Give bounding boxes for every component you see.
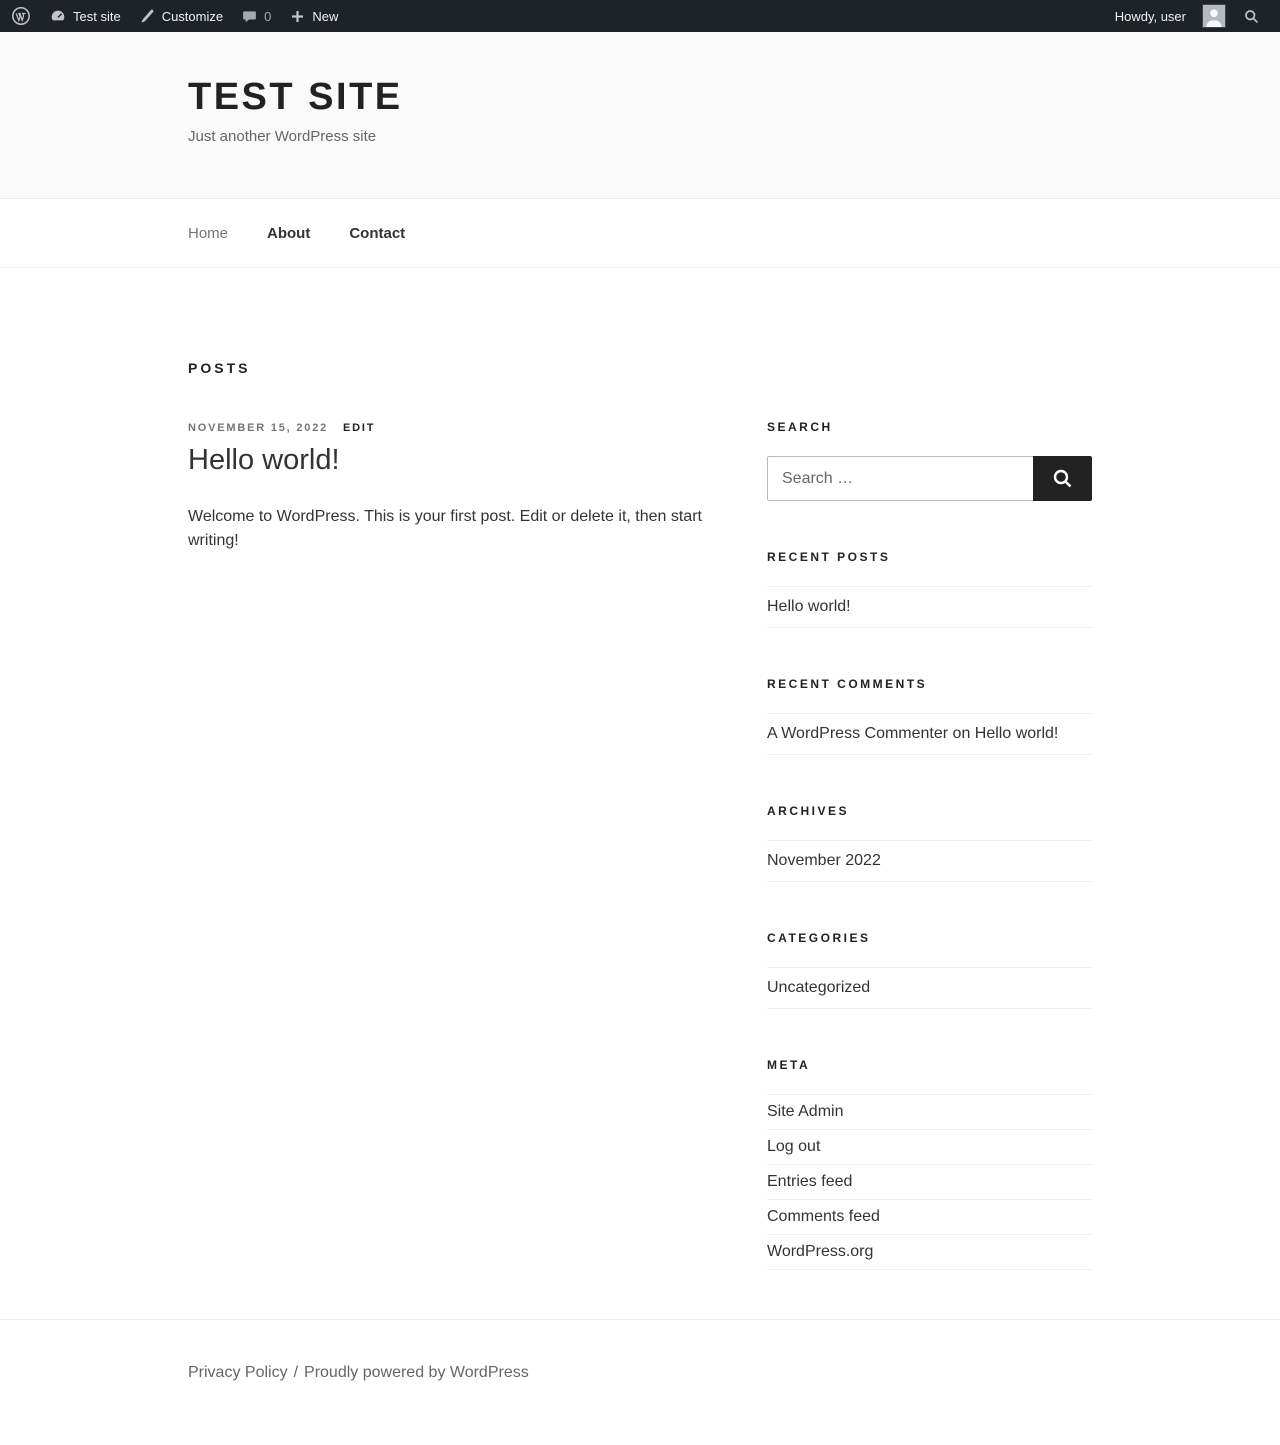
admin-bar-right [1106,0,1268,32]
list-item[interactable] [767,840,1092,882]
archives-widget [767,804,1092,882]
comment-bubble-icon [241,8,258,25]
search-input[interactable] [767,456,1033,501]
wordpress-org-link[interactable]: WordPress.org [767,1243,874,1260]
search-widget-title: SEARCH [767,420,833,434]
categories-widget [767,931,1092,1009]
customize-label: Customize [161,8,224,24]
post-title-link[interactable]: Hello world! [188,444,340,476]
list-item[interactable] [767,967,1092,1009]
posts-column [188,360,722,553]
recent-posts-widget [767,550,1092,628]
comment-connector: on [948,725,975,742]
main-navigation [0,198,1280,268]
post-edit-link[interactable]: EDIT [343,422,376,434]
footer-separator: / [293,1364,299,1381]
comments-feed-link[interactable]: Comments feed [767,1208,880,1225]
list-item [767,713,1092,755]
plus-icon [289,8,306,25]
posts-section-title: POSTS [188,360,251,376]
post-body: Welcome to WordPress. This is your first post. Edit or delete it, then start writing! [188,507,702,549]
nav-item-contact[interactable]: Contact [349,224,406,242]
meta-widget [767,1058,1092,1270]
account-menu-item[interactable] [1106,0,1235,32]
entries-feed-link[interactable]: Entries feed [767,1173,853,1190]
site-footer [0,1319,1280,1422]
comment-post-link[interactable]: Hello world! [974,725,1059,742]
site-header [0,32,1280,198]
nav-item-home[interactable]: Home [188,224,229,242]
site-menu-label: Test site [73,8,121,24]
powered-by-link[interactable]: Proudly powered by WordPress [304,1364,529,1381]
site-admin-link[interactable]: Site Admin [767,1103,844,1120]
recent-comments-title: RECENT COMMENTS [767,677,928,691]
list-item[interactable] [767,1130,1092,1165]
site-content [0,268,1280,1319]
adminbar-search-icon[interactable] [1235,0,1268,32]
list-item[interactable] [767,1165,1092,1200]
site-tagline: Just another WordPress site [188,127,377,145]
archive-link[interactable]: November 2022 [767,852,881,869]
admin-bar-left [2,0,347,32]
avatar [1202,4,1226,28]
new-menu-item[interactable] [280,0,347,32]
wp-admin-bar [0,0,1280,32]
customize-menu-item[interactable] [130,0,232,32]
search-form [767,456,1092,501]
dashboard-gauge-icon [49,7,67,25]
list-item[interactable] [767,1235,1092,1270]
post-date-link[interactable]: NOVEMBER 15, 2022 [188,422,329,434]
search-widget [767,420,1092,501]
nav-item-about[interactable]: About [267,224,311,242]
comment-author-link[interactable]: A WordPress Commenter [767,725,949,742]
recent-post-link[interactable]: Hello world! [767,598,851,615]
search-submit-button[interactable] [1033,456,1092,501]
post-meta [188,422,722,434]
recent-comments-widget [767,677,1092,755]
privacy-policy-link[interactable]: Privacy Policy [188,1364,288,1381]
sidebar [767,360,1092,1319]
wordpress-logo-icon[interactable] [2,0,40,32]
paintbrush-icon [139,8,156,25]
category-link[interactable]: Uncategorized [767,979,871,996]
comments-menu-item[interactable] [232,0,280,32]
site-title[interactable]: TEST SITE [188,76,403,118]
search-icon [1051,467,1075,491]
site-menu-item[interactable] [40,0,130,32]
post-article [188,422,722,553]
list-item[interactable] [767,586,1092,628]
howdy-text: Howdy, user [1114,8,1186,24]
meta-title: META [767,1058,811,1072]
log-out-link[interactable]: Log out [767,1138,821,1155]
list-item[interactable] [767,1094,1092,1130]
list-item[interactable] [767,1200,1092,1235]
categories-title: CATEGORIES [767,931,871,945]
comment-count: 0 [264,8,272,24]
new-label: New [312,8,339,24]
recent-posts-title: RECENT POSTS [767,550,891,564]
archives-title: ARCHIVES [767,804,850,818]
